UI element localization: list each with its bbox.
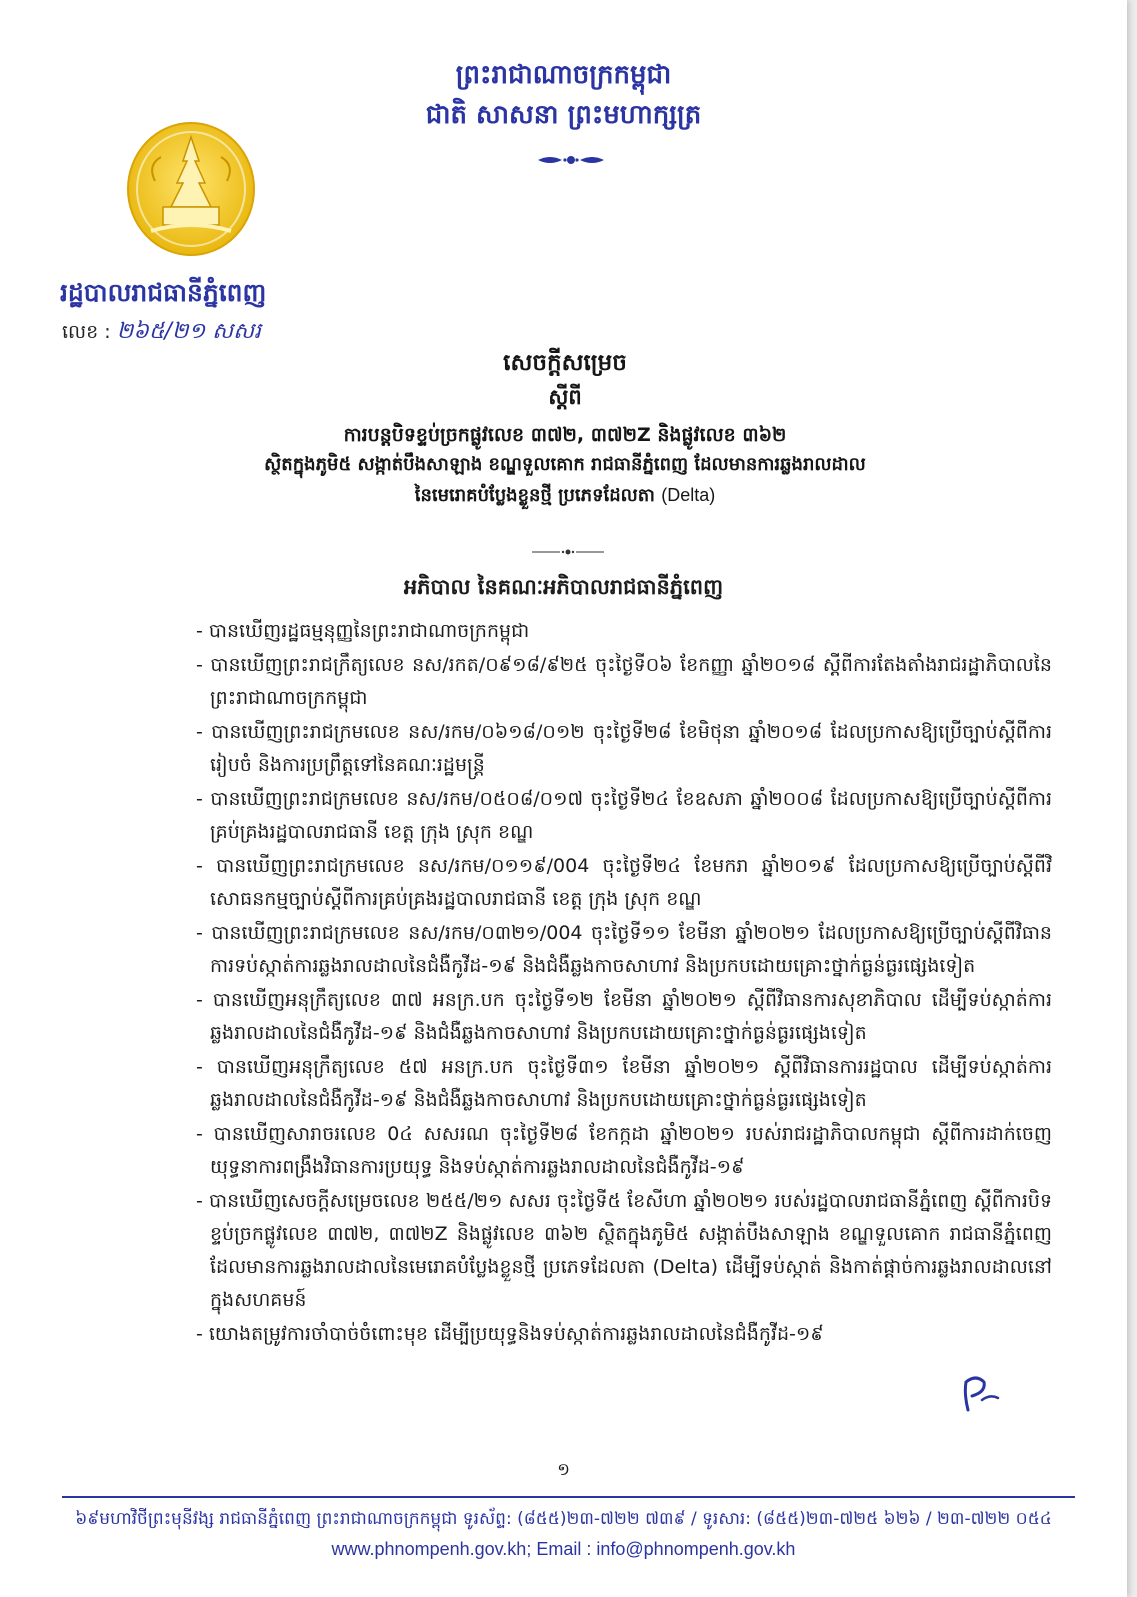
consideration-item: - បានឃើញសារាចរលេខ 0៤ សសរណ ចុះថ្ងៃទី២៨ ខែកក្កដា ឆ្នាំ២០២១ របស់រាជរដ្ឋាភិបាលកម្ពុជា ស្តីពីការដាក់ចេញយុទ្ធនាការពង្រឹងវិធានការប្រយុទ្ធ និងទប់ស្កាត់ការឆ្លងរាលដាលនៃជំងឺកូវីដ-១៩ [196, 1118, 1052, 1184]
ornament-divider-icon [536, 152, 606, 168]
document-title-block [140, 346, 990, 511]
email-label: Email : [536, 1539, 592, 1559]
footer-address: ៦៩មហាវិថីព្រះមុនីវង្ស រាជធានីភ្នំពេញ ព្រះរាជាណាចក្រកម្ពុជា ទូរស័ព្ទ: (៨៥៥)២៣-៧២២ ៧៣៩ / ទូរសារ: (៨៥៥)២៣-៧២៥ ៦២៦ / ២៣-៧២២ ០៥៤ [75, 1509, 1052, 1529]
title-line-3-latin: (Delta) [661, 485, 716, 505]
document-number-value: ២៦៥/២១ សសរ [116, 319, 262, 344]
consideration-item: - បានឃើញព្រះរាជក្រមលេខ នស/រកម/០៦១៨/០១២ ចុះថ្ងៃទី២៨ ខែមិថុនា ឆ្នាំ២០១៨ ដែលប្រកាសឱ្យប្រើច្បាប់ស្តីពីការរៀបចំ និងការប្រព្រឹត្តទៅនៃគណៈរដ្ឋមន្ត្រី [196, 716, 1052, 782]
consideration-item: - បានឃើញសេចក្តីសម្រេចលេខ ២៥៥/២១ សសរ ចុះថ្ងៃទី៥ ខែសីហា ឆ្នាំ២០២១ របស់រដ្ឋបាលរាជធានីភ្នំពេញ ស្តីពីការបិទខ្ទប់ច្រកផ្លូវលេខ ៣៧២, ៣៧២Z និងផ្លូវលេខ ៣៦២ ស្ថិតក្នុងភូមិ៥ សង្កាត់បឹងសាឡាង ខណ្ឌទួលគោក រាជធានីភ្នំពេញ ដែលមានការឆ្លងរាលដាលនៃមេរោគបំប្លែងខ្លួនថ្មី ប្រភេទដែលតា (Delta) ដើម្បីទប់ស្កាត់ និងកាត់ផ្តាច់ការឆ្លងរាលដាលនៅក្នុងសហគមន៍ [196, 1185, 1052, 1317]
consideration-item: - បានឃើញរដ្ឋធម្មនុញ្ញនៃព្រះរាជាណាចក្រកម្ពុជា [196, 615, 1052, 648]
footer-divider [62, 1496, 1075, 1498]
document-title-line-2: ស្ថិតក្នុងភូមិ៥ សង្កាត់បឹងសាឡាង ខណ្ឌទួលគោក រាជធានីភ្នំពេញ ដែលមានការឆ្លងរាលដាល [264, 454, 866, 475]
handwritten-initial-icon [958, 1374, 1004, 1414]
national-motto: ជាតិ សាសនា ព្រះមហាក្សត្រ [425, 100, 702, 130]
consideration-item: - បានឃើញអនុក្រឹត្យលេខ ៣៧ អនក្រ.បក ចុះថ្ងៃទី១២ ខែមីនា ឆ្នាំ២០២១ ស្តីពីវិធានការសុខាភិបាល ដើម្បីទប់ស្កាត់ការឆ្លងរាលដាលនៃជំងឺកូវីដ-១៩ និងជំងឺឆ្លងកាចសាហាវ និងប្រកបដោយគ្រោះថ្នាក់ធ្ងន់ធ្ងរផ្សេងទៀត [196, 984, 1052, 1050]
document-number [62, 317, 261, 349]
issuing-authority: រដ្ឋបាលរាជធានីភ្នំពេញ [60, 278, 267, 307]
consideration-item: - បានឃើញព្រះរាជក្រមលេខ នស/រកម/០៣២១/004 ចុះថ្ងៃទី១១ ខែមីនា ឆ្នាំ២០២១ ដែលប្រកាសឱ្យប្រើច្បាប់ស្តីពីវិធានការទប់ស្កាត់ការឆ្លងរាលដាលនៃជំងឺកូវីដ-១៩ និងជំងឺឆ្លងកាចសាហាវ និងប្រកបដោយគ្រោះថ្នាក់ធ្ងន់ធ្ងរផ្សេងទៀត [196, 917, 1052, 983]
website-link[interactable]: www.phnompenh.gov.kh; [331, 1539, 532, 1559]
kingdom-name: ព្រះរាជាណាចក្រកម្ពុជា [455, 60, 672, 90]
consideration-item: - បានឃើញព្រះរាជក្រមលេខ នស/រកម/០៥០៨/០១៧ ចុះថ្ងៃទី២៤ ខែឧសភា ឆ្នាំ២០០៨ ដែលប្រកាសឱ្យប្រើច្បាប់ស្តីពីការគ្រប់គ្រងរដ្ឋបាលរាជធានី ខេត្ត ក្រុង ស្រុក ខណ្ឌ [196, 783, 1052, 849]
document-title-line-1: ការបន្តបិទខ្ទប់ច្រកផ្លូវលេខ ៣៧២, ៣៧២Z និងផ្លូវលេខ ៣៦២ [343, 424, 787, 446]
title-line-3-text: នៃមេរោគបំប្លែងខ្លួនថ្មី ប្រភេទដែលតា [414, 485, 655, 506]
document-number-label: លេខ : [62, 321, 111, 343]
considerations-list [196, 615, 1052, 1352]
consideration-item: - យោងតម្រូវការចាំបាច់ចំពោះមុខ ដើម្បីប្រយុទ្ធនិងទប់ស្កាត់ការឆ្លងរាលដាលនៃជំងឺកូវីដ-១៩ [196, 1318, 1052, 1351]
small-ornament-divider-icon [530, 548, 606, 556]
consideration-item: - បានឃើញព្រះរាជក្រឹត្យលេខ នស/រកត/០៩១៨/៩២៥ ចុះថ្ងៃទី០៦ ខែកញ្ញា ឆ្នាំ២០១៨ ស្តីពីការតែងតាំងរាជរដ្ឋាភិបាលនៃព្រះរាជាណាចក្រកម្ពុជា [196, 649, 1052, 715]
footer-contact [0, 1539, 1127, 1560]
issuer-heading: អភិបាល នៃគណៈអភិបាលរាជធានីភ្នំពេញ [403, 575, 724, 599]
consideration-item: - បានឃើញអនុក្រឹត្យលេខ ៥៧ អនក្រ.បក ចុះថ្ងៃទី៣១ ខែមីនា ឆ្នាំ២០២១ ស្តីពីវិធានការរដ្ឋបាល ដើម្បីទប់ស្កាត់ការឆ្លងរាលដាលនៃជំងឺកូវីដ-១៩ និងជំងឺឆ្លងកាចសាហាវ និងប្រកបដោយគ្រោះថ្នាក់ធ្ងន់ធ្ងរផ្សេងទៀត [196, 1051, 1052, 1117]
document-title-line-3 [140, 480, 990, 511]
page-number: ១ [557, 1460, 570, 1480]
email-link[interactable]: info@phnompenh.gov.kh [596, 1539, 796, 1559]
document-type: សេចក្តីសម្រេច [503, 350, 627, 376]
phnom-penh-emblem-icon [125, 121, 257, 257]
consideration-item: - បានឃើញព្រះរាជក្រមលេខ នស/រកម/០១១៩/004 ចុះថ្ងៃទី២៤ ខែមករា ឆ្នាំ២០១៩ ដែលប្រកាសឱ្យប្រើច្បាប់ស្តីពីវិសោធនកម្មច្បាប់ស្តីពីការគ្រប់គ្រងរដ្ឋបាលរាជធានី ខេត្ត ក្រុង ស្រុក ខណ្ឌ [196, 850, 1052, 916]
document-about: ស្តីពី [548, 385, 582, 409]
